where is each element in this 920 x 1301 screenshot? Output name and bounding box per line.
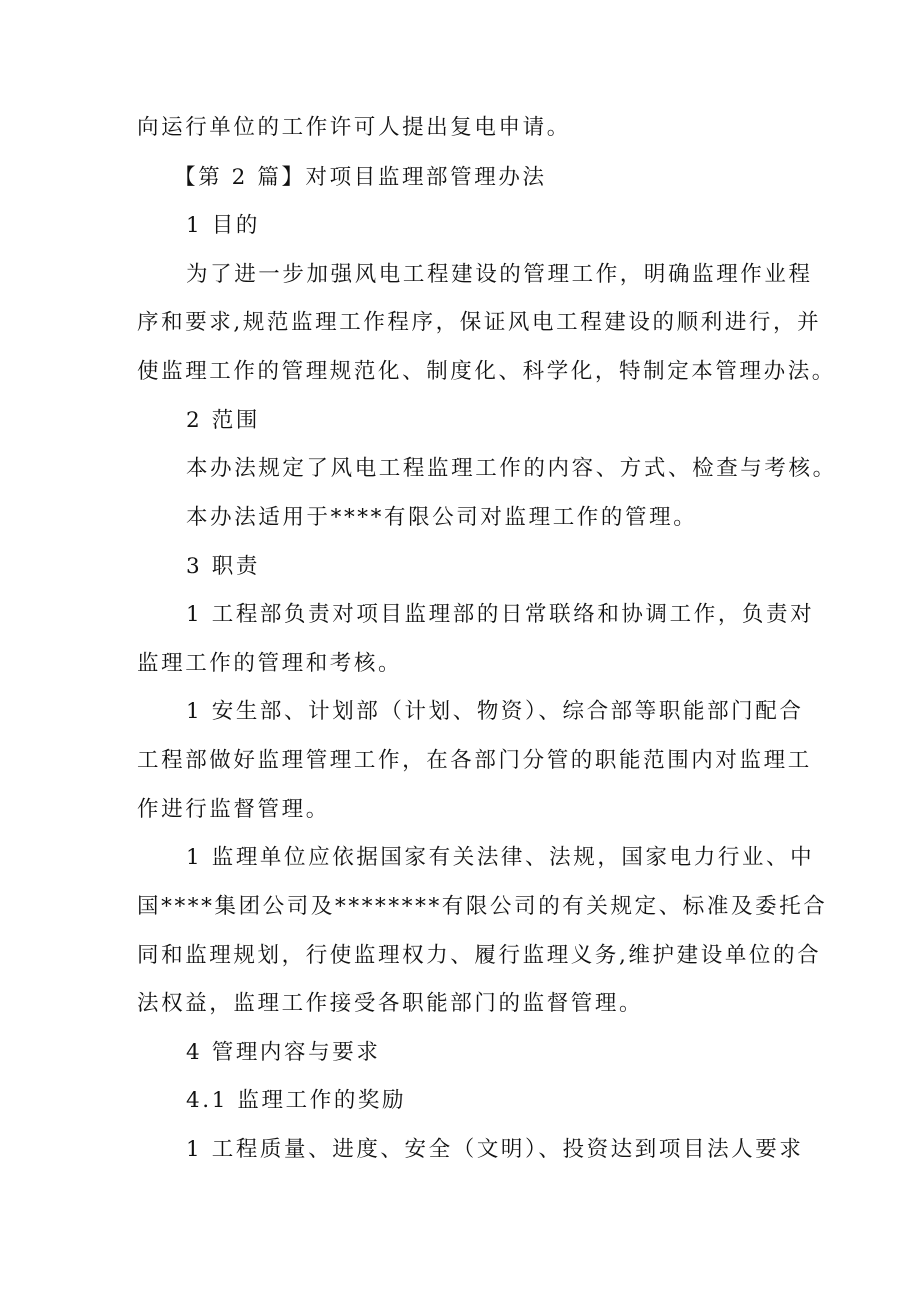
heading-purpose: 1 目的 [186, 213, 260, 238]
text-line: 1 工程部负责对项目监理部的日常联络和协调工作，负责对 [186, 602, 815, 627]
text-line: 向运行单位的工作许可人提出复电申请。 [137, 115, 571, 140]
text-line: 使监理工作的管理规范化、制度化、科学化，特制定本管理办法。 [137, 359, 836, 384]
subheading-rewards: 4.1 监理工作的奖励 [186, 1088, 407, 1113]
heading-scope: 2 范围 [186, 408, 260, 433]
text-line: 作进行监督管理。 [137, 797, 330, 822]
heading-duties: 3 职责 [186, 554, 260, 579]
text-line: 本办法规定了风电工程监理工作的内容、方式、检查与考核。 [186, 456, 837, 481]
heading-management: 4 管理内容与要求 [186, 1040, 381, 1065]
text-line: 同和监理规划，行使监理权力、履行监理义务,维护建设单位的合 [137, 943, 822, 968]
text-line: 国****集团公司及********有限公司的有关规定、标准及委托合 [137, 894, 828, 919]
text-line: 1 工程质量、进度、安全（文明）、投资达到项目法人要求 [186, 1137, 804, 1162]
text-line: 监理工作的管理和考核。 [137, 651, 403, 676]
text-line: 本办法适用于****有限公司对监理工作的管理。 [186, 505, 698, 530]
text-line: 为了进一步加强风电工程建设的管理工作，明确监理作业程 [186, 262, 813, 287]
text-line: 1 监理单位应依据国家有关法律、法规，国家电力行业、中 [186, 845, 815, 870]
text-line: 序和要求,规范监理工作程序，保证风电工程建设的顺利进行，并 [137, 310, 822, 335]
section-title: 【第 2 篇】对项目监理部管理办法 [174, 165, 547, 190]
text-line: 工程部做好监理管理工作，在各部门分管的职能范围内对监理工 [137, 748, 812, 773]
text-line: 1 安生部、计划部（计划、物资）、综合部等职能部门配合 [186, 699, 804, 724]
text-line: 法权益，监理工作接受各职能部门的监督管理。 [137, 991, 644, 1016]
